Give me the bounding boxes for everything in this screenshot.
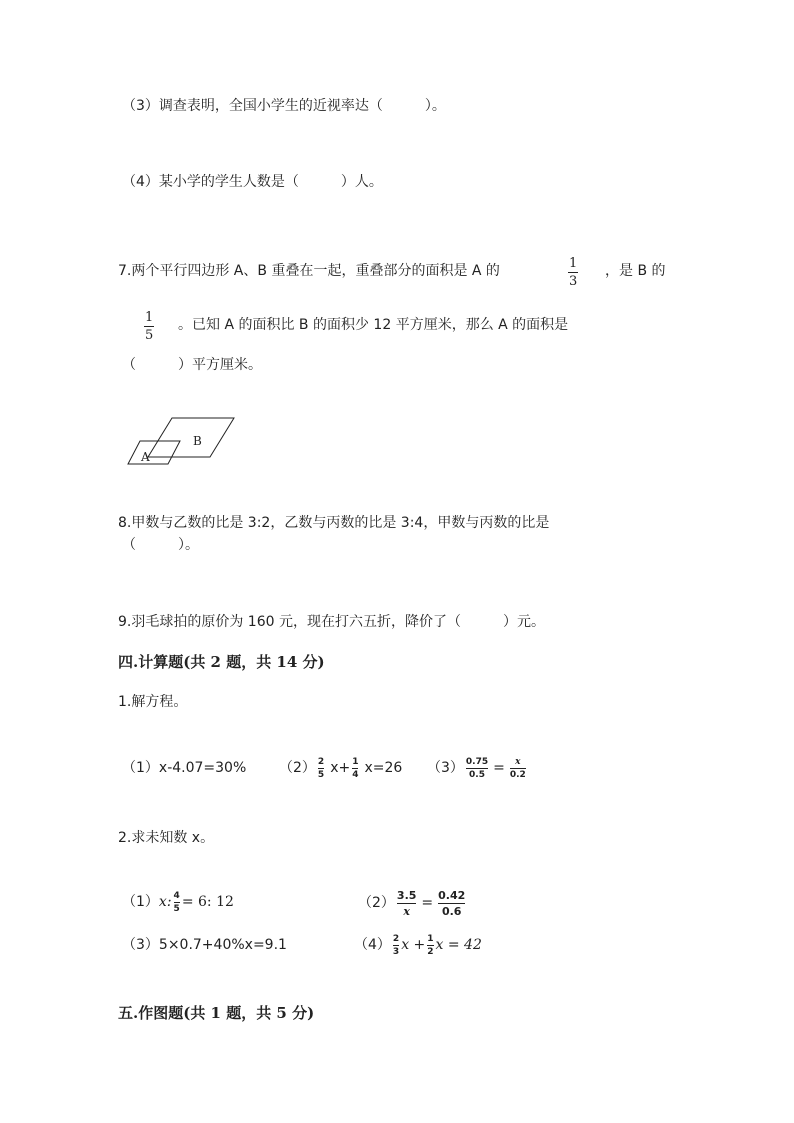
fraction-denominator: 0.5 xyxy=(469,769,485,780)
fraction-denominator: 5 xyxy=(173,903,180,914)
fraction-four-fifths xyxy=(174,891,180,914)
fraction-numerator: 4 xyxy=(173,890,180,901)
proportion-4 xyxy=(354,931,482,959)
proportion-1-x: x: xyxy=(158,894,172,910)
equation-2-prefix: （2） xyxy=(279,760,316,776)
parallelogram-b xyxy=(148,418,234,457)
section-5-title: 五.作图题(共 1 题，共 5 分) xyxy=(118,1004,315,1022)
calc-q2-title: 2.求未知数 x。 xyxy=(118,830,215,846)
fraction-bar xyxy=(397,903,417,904)
proportion-2 xyxy=(358,886,467,920)
proportion-4-end: x = 42 xyxy=(435,937,482,953)
fraction-numerator: 1 xyxy=(569,256,578,271)
fraction-bar xyxy=(144,326,154,327)
fraction-denominator: 4 xyxy=(352,769,359,780)
proportion-1-rest: = 6: 12 xyxy=(181,894,234,910)
fraction-numerator: 1 xyxy=(427,933,434,944)
proportion-2-prefix: （2） xyxy=(358,895,395,911)
question-7-line-3: （ ）平方厘米。 xyxy=(122,357,262,373)
fraction-two-thirds xyxy=(393,934,399,957)
fraction-one-fourth xyxy=(352,757,358,780)
fraction-denominator: 5 xyxy=(317,769,325,780)
fraction-numerator: x xyxy=(515,756,521,767)
parallelogram-figure xyxy=(124,412,254,472)
fraction-numerator: 1 xyxy=(145,310,154,325)
fraction-denominator: 2 xyxy=(427,946,434,957)
fraction-numerator: 2 xyxy=(317,756,325,767)
proportion-3: （3）5×0.7+40%x=9.1 xyxy=(122,937,287,953)
question-6-part-3: （3）调查表明，全国小学生的近视率达（ ）。 xyxy=(122,98,446,114)
fraction-075-over-05 xyxy=(466,757,488,780)
fraction-35-over-x xyxy=(397,889,417,918)
fraction-denominator: 0.6 xyxy=(441,904,462,918)
question-7-line-1: 7.两个平行四边形 A、B 重叠在一起，重叠部分的面积是 A 的 xyxy=(118,263,500,279)
fraction-bar xyxy=(510,768,526,769)
question-7-line-1-end: ，是 B 的 xyxy=(605,263,666,279)
section-4-title: 四.计算题(共 2 题，共 14 分) xyxy=(118,653,325,671)
fraction-one-half xyxy=(427,934,433,957)
equation-3 xyxy=(427,754,528,782)
fraction-numerator: 2 xyxy=(392,933,400,944)
calc-q1-title: 1.解方程。 xyxy=(118,694,188,710)
proportion-4-mid: x + xyxy=(401,937,426,953)
equation-3-prefix: （3） xyxy=(427,760,464,776)
fraction-bar xyxy=(318,768,324,769)
fraction-denominator: 3 xyxy=(569,274,578,289)
equals-sign: = xyxy=(493,760,505,776)
fraction-denominator: 5 xyxy=(145,328,154,343)
fraction-bar xyxy=(174,902,180,903)
fraction-numerator: 3.5 xyxy=(396,888,417,902)
question-7-line-2: 。已知 A 的面积比 B 的面积少 12 平方厘米，那么 A 的面积是 xyxy=(178,317,569,333)
fraction-denominator: 3 xyxy=(392,946,400,957)
fraction-one-fifth xyxy=(144,310,154,343)
question-8-line-2: （ ）。 xyxy=(122,537,199,553)
fraction-numerator: 1 xyxy=(352,756,359,767)
equation-2 xyxy=(279,754,402,782)
label-a: A xyxy=(141,450,150,464)
equation-2-mid: x+ xyxy=(330,760,351,776)
fraction-bar xyxy=(568,272,578,273)
proportion-4-prefix: （4） xyxy=(354,937,391,953)
fraction-bar xyxy=(393,945,399,946)
question-6-part-4: （4）某小学的学生人数是（ ）人。 xyxy=(122,174,383,190)
fraction-numerator: 0.42 xyxy=(438,888,466,902)
fraction-two-fifths xyxy=(318,757,324,780)
fraction-numerator: 0.75 xyxy=(465,756,489,767)
parallelogram-a xyxy=(128,441,180,464)
proportion-1 xyxy=(122,888,234,916)
fraction-bar xyxy=(438,903,465,904)
question-9: 9.羽毛球拍的原价为 160 元，现在打六五折，降价了（ ）元。 xyxy=(118,614,545,630)
fraction-bar xyxy=(427,945,433,946)
fraction-bar xyxy=(352,768,358,769)
fraction-x-over-02 xyxy=(510,757,526,780)
equation-1: （1）x-4.07=30% xyxy=(122,760,247,776)
fraction-one-third xyxy=(568,256,578,289)
equals-sign: = xyxy=(421,895,434,911)
fraction-042-over-06 xyxy=(438,889,465,918)
question-8-line-1: 8.甲数与乙数的比是 3:2，乙数与丙数的比是 3:4，甲数与丙数的比是 xyxy=(118,515,550,531)
fraction-denominator: 0.2 xyxy=(509,769,526,780)
label-b: B xyxy=(193,434,202,448)
equation-2-end: x=26 xyxy=(364,760,403,776)
fraction-bar xyxy=(466,768,488,769)
proportion-1-prefix: （1） xyxy=(122,894,159,910)
fraction-denominator: x xyxy=(403,904,410,918)
